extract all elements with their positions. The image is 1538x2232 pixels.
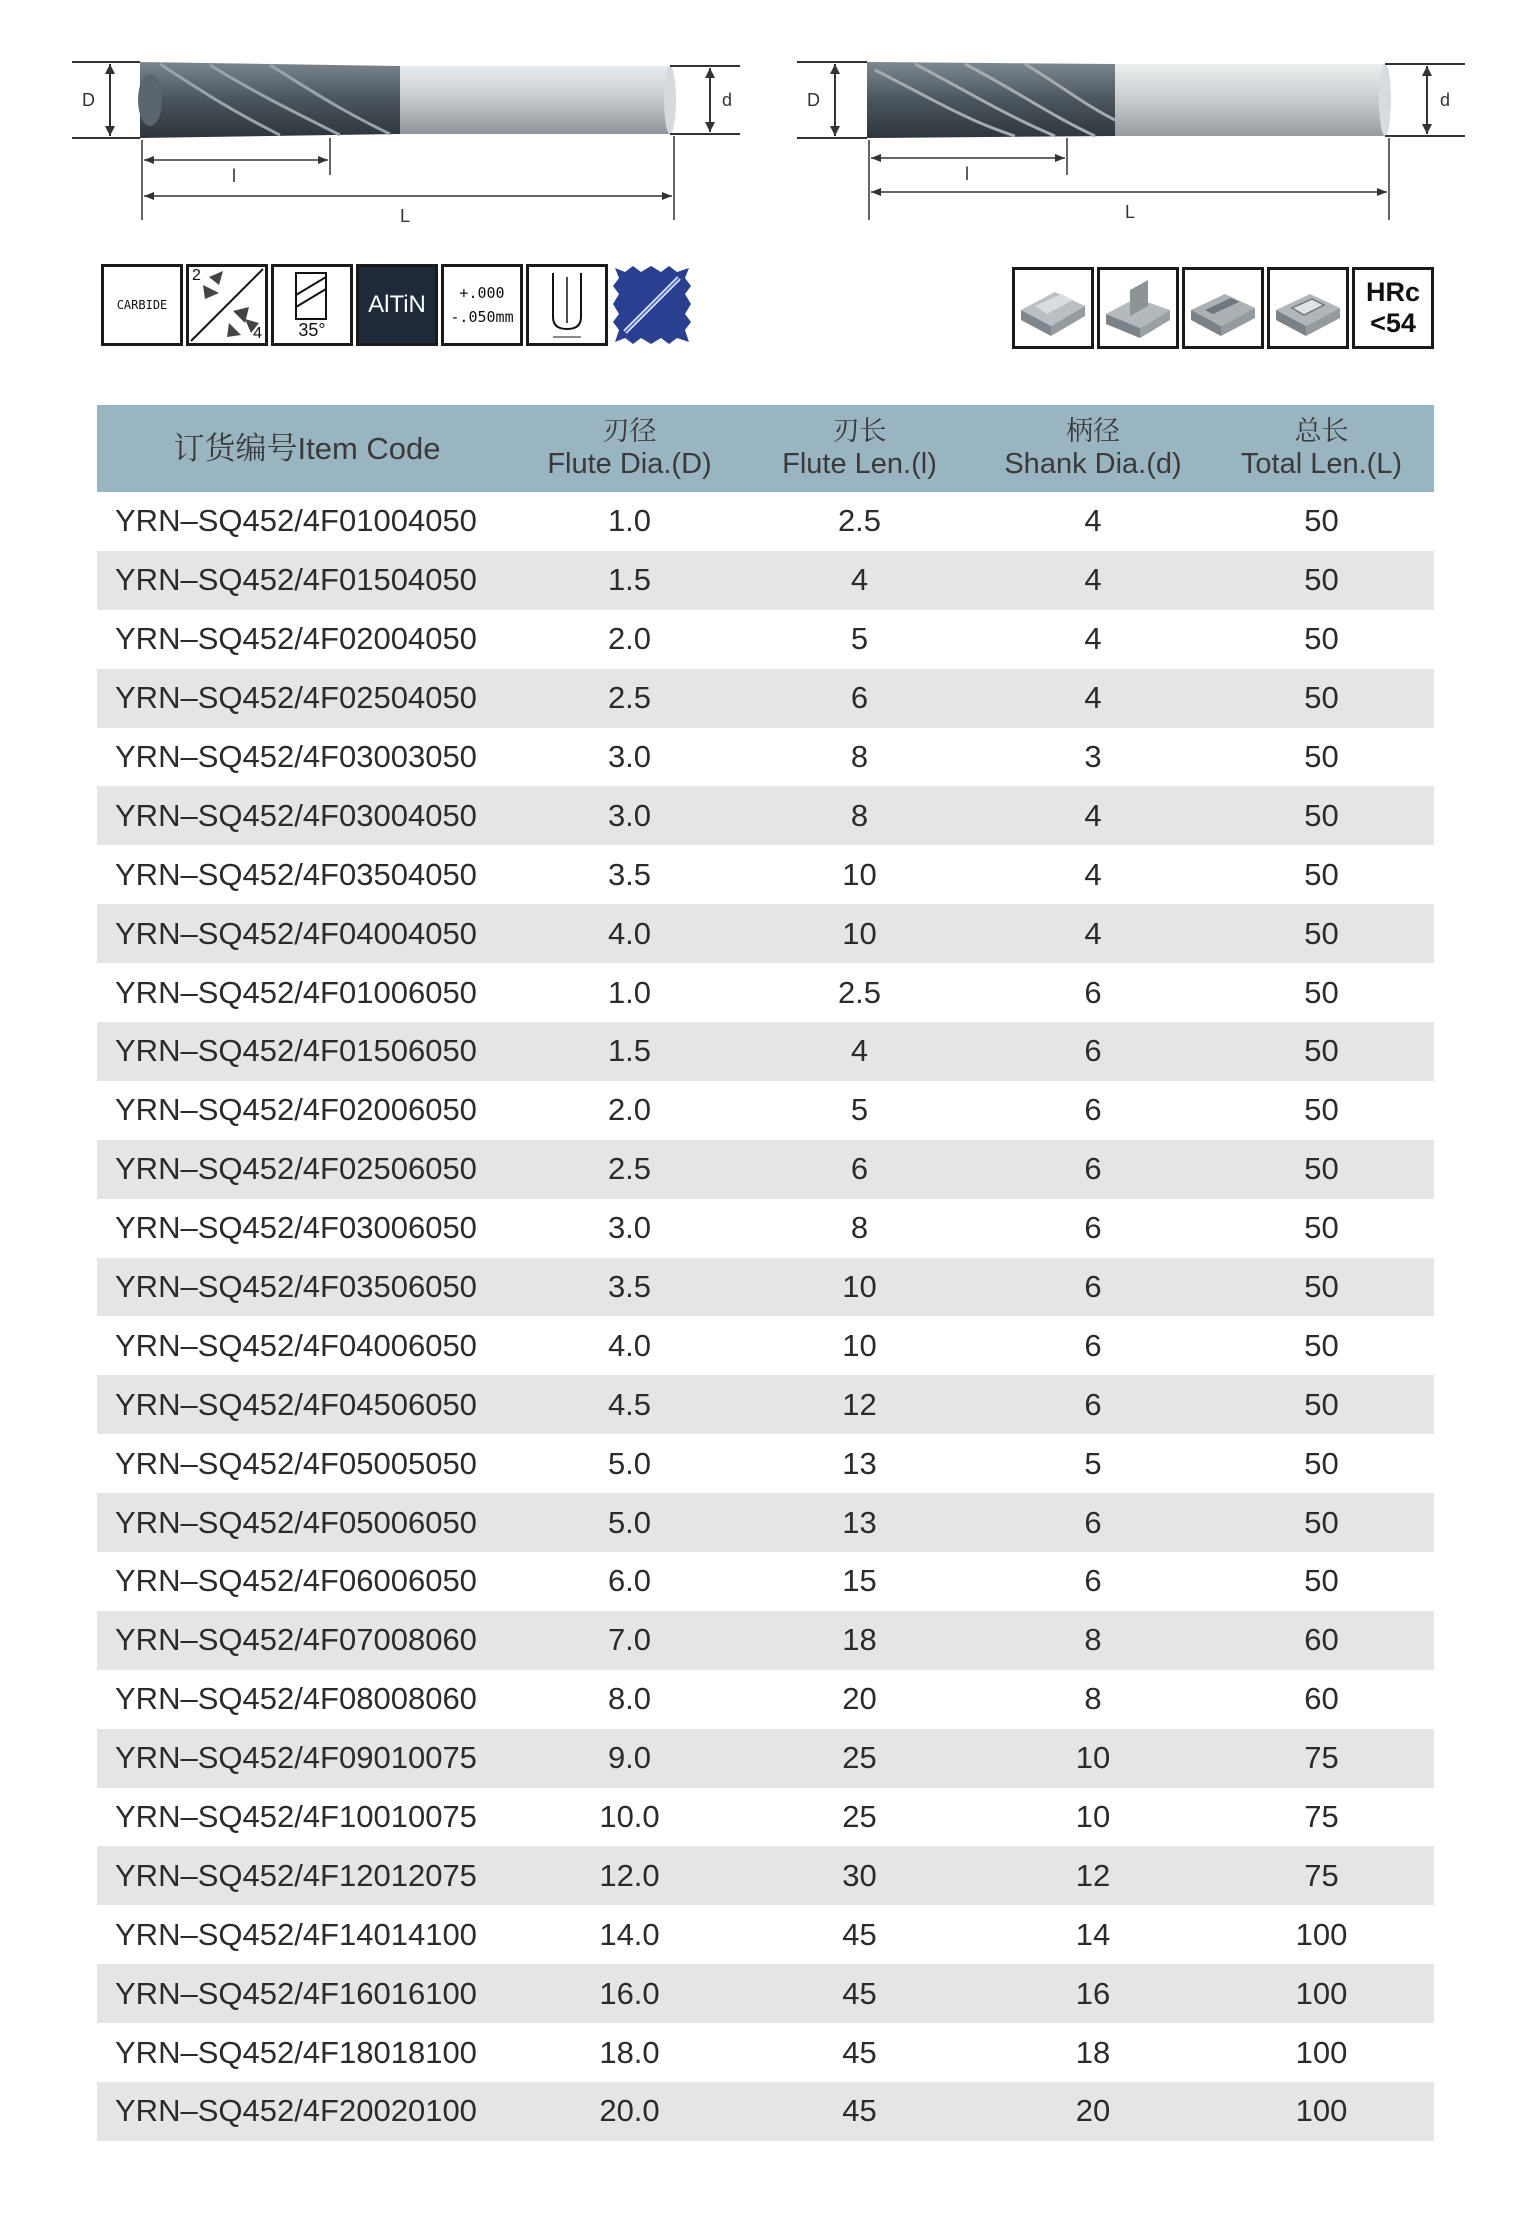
cell-total-len: 75 [1304,1740,1339,1776]
cell-item-code: YRN–SQ452/4F14014100 [115,1916,477,1952]
cell-flute-dia: 4.0 [607,1327,652,1363]
cell-item-code: YRN–SQ452/4F05006050 [115,1504,477,1540]
dimension-l-label: l [965,164,969,184]
cell-total-len: 50 [1304,621,1339,657]
cell-item-code: YRN–SQ452/4F06006050 [115,1563,477,1599]
cell-shank-dia: 4 [1084,621,1102,657]
cell-item-code: YRN–SQ452/4F02006050 [115,1092,477,1128]
dimension-L-label: L [1125,202,1136,222]
cell-item-code: YRN–SQ452/4F02504050 [115,680,477,716]
cell-total-len: 50 [1304,1445,1339,1481]
table-row [97,1493,1434,1552]
cell-flute-dia: 1.5 [607,1033,652,1069]
cell-item-code: YRN–SQ452/4F18018100 [115,2034,477,2070]
header-flute-len: 刃长 Flute Len.(l) [782,415,937,481]
cell-flute-dia: 1.0 [607,974,652,1010]
table-row [97,1729,1434,1788]
cell-total-len: 50 [1304,739,1339,774]
cell-total-len: 60 [1304,1622,1339,1658]
cell-flute-dia: 6.0 [607,1563,652,1599]
dimension-d-label: d [1440,90,1451,110]
cell-item-code: YRN–SQ452/4F01006050 [115,974,477,1010]
endmill-drawing-right [795,50,1475,230]
table-row [97,1611,1434,1670]
table-header-row [97,405,1434,492]
cell-shank-dia: 20 [1075,2093,1111,2129]
tolerance-icon: +.000 -.050mm [441,264,523,346]
dimension-l-label: l [232,166,236,186]
table-row [97,1258,1434,1317]
table-row [97,1670,1434,1729]
cell-shank-dia: 6 [1084,1327,1102,1363]
cell-item-code: YRN–SQ452/4F03006050 [115,1210,477,1246]
cell-flute-len: 10 [842,1327,877,1363]
cell-flute-len: 8 [850,797,869,833]
cell-total-len: 50 [1304,1033,1339,1069]
table-row [97,1199,1434,1258]
cell-shank-dia: 6 [1084,1563,1102,1599]
cell-total-len: 50 [1304,1092,1339,1128]
dimension-d-label: d [722,90,733,110]
cell-flute-dia: 4.5 [607,1386,652,1422]
cell-flute-len: 18 [842,1622,877,1658]
header-flute-dia: 刃径 Flute Dia.(D) [547,415,712,481]
cell-flute-len: 5 [850,1092,869,1128]
cell-shank-dia: 3 [1084,739,1102,774]
header-total-len: 总长 Total Len.(L) [1240,415,1403,481]
cell-flute-dia: 3.5 [607,856,652,892]
cell-item-code: YRN–SQ452/4F03003050 [115,739,477,774]
cell-total-len: 50 [1304,1151,1339,1187]
cell-flute-dia: 2.5 [607,1151,652,1187]
cell-item-code: YRN–SQ452/4F05005050 [115,1445,477,1481]
cell-flute-len: 10 [842,915,877,951]
cell-flute-len: 6 [850,1151,869,1187]
cell-shank-dia: 4 [1084,680,1102,716]
table-row [97,1846,1434,1905]
cell-shank-dia: 14 [1075,1916,1111,1952]
cell-flute-len: 25 [842,1740,877,1776]
cell-shank-dia: 6 [1084,1504,1102,1540]
cell-shank-dia: 12 [1075,1857,1111,1893]
cell-total-len: 50 [1304,915,1339,951]
cell-item-code: YRN–SQ452/4F04004050 [115,915,477,951]
table-row [97,1022,1434,1081]
table-row [97,1788,1434,1847]
cell-flute-len: 15 [842,1563,877,1599]
cell-total-len: 50 [1304,1269,1339,1305]
cell-total-len: 50 [1304,974,1339,1010]
cell-flute-len: 30 [842,1857,877,1893]
cell-flute-dia: 3.0 [607,797,652,833]
cell-item-code: YRN–SQ452/4F08008060 [115,1681,477,1717]
cell-flute-len: 8 [850,739,869,774]
cell-flute-len: 25 [842,1799,877,1835]
cell-item-code: YRN–SQ452/4F04506050 [115,1386,477,1422]
cell-total-len: 100 [1295,2093,1348,2129]
cell-flute-dia: 18.0 [599,2034,660,2070]
step-block-icon [1097,267,1179,349]
cell-item-code: YRN–SQ452/4F02506050 [115,1151,477,1187]
cell-flute-dia: 1.5 [607,562,652,598]
cell-flute-dia: 7.0 [607,1622,652,1658]
cell-item-code: YRN–SQ452/4F03004050 [115,797,477,833]
cell-shank-dia: 6 [1084,1386,1102,1422]
cell-flute-len: 13 [842,1445,877,1481]
dimension-L-label: L [400,206,411,226]
feature-icons [101,264,693,346]
header-item-code: 订货编号Item Code [173,430,441,466]
endmill-drawing-left [70,50,750,230]
table-row [97,904,1434,963]
cell-total-len: 50 [1304,562,1339,598]
table-row [97,1964,1434,2023]
cell-shank-dia: 10 [1075,1740,1111,1776]
table-row [97,492,1434,551]
cell-flute-len: 8 [850,1210,869,1246]
cell-flute-len: 2.5 [837,503,882,539]
cell-item-code: YRN–SQ452/4F03506050 [115,1269,477,1305]
cell-flute-dia: 5.0 [607,1445,652,1481]
cell-shank-dia: 4 [1084,562,1102,598]
steel-block-icon [1012,267,1094,349]
carbide-icon: CARBIDE [101,264,183,346]
cell-shank-dia: 6 [1084,1033,1102,1069]
table-row [97,551,1434,610]
tool-diagram-left [70,50,750,230]
cell-item-code: YRN–SQ452/4F02004050 [115,621,477,657]
table-row [97,2082,1434,2141]
cell-total-len: 60 [1304,1681,1339,1717]
material-icons [1012,267,1434,349]
cell-total-len: 50 [1304,856,1339,892]
cell-total-len: 100 [1295,1975,1348,2011]
fine-grain-icon [611,264,693,346]
header-shank-dia: 柄径 Shank Dia.(d) [1004,415,1182,481]
cell-item-code: YRN–SQ452/4F01506050 [115,1033,477,1069]
table-row [97,1905,1434,1964]
cell-shank-dia: 6 [1084,1092,1102,1128]
cell-flute-len: 4 [850,1033,869,1069]
cell-shank-dia: 6 [1084,1151,1102,1187]
cell-flute-dia: 3.0 [607,739,652,774]
cell-shank-dia: 16 [1075,1975,1111,2011]
cell-flute-dia: 3.0 [607,1210,652,1246]
cell-flute-len: 6 [850,680,869,716]
product-table [97,405,1434,2141]
table-row [97,610,1434,669]
cell-flute-len: 45 [842,2034,877,2070]
cell-shank-dia: 4 [1084,915,1102,951]
table-row [97,1140,1434,1199]
cell-flute-dia: 5.0 [607,1504,652,1540]
cell-item-code: YRN–SQ452/4F01504050 [115,562,477,598]
cell-item-code: YRN–SQ452/4F12012075 [115,1857,477,1893]
cell-flute-dia: 14.0 [599,1916,660,1952]
cell-total-len: 50 [1304,1563,1339,1599]
cell-item-code: YRN–SQ452/4F04006050 [115,1327,477,1363]
cell-flute-dia: 20.0 [599,2093,660,2129]
cell-shank-dia: 8 [1084,1622,1102,1658]
cell-flute-dia: 2.0 [607,1092,652,1128]
cell-shank-dia: 4 [1084,503,1102,539]
slot-block-icon [1182,267,1264,349]
cell-item-code: YRN–SQ452/4F10010075 [115,1799,477,1835]
table-row [97,963,1434,1022]
cell-flute-len: 5 [850,621,869,657]
cell-total-len: 50 [1304,1386,1339,1422]
cell-flute-dia: 4.0 [607,915,652,951]
cell-total-len: 50 [1304,1327,1339,1363]
cell-shank-dia: 10 [1075,1799,1111,1835]
cell-flute-len: 10 [842,856,877,892]
cell-flute-dia: 16.0 [599,1975,660,2011]
table-row [97,786,1434,845]
cell-flute-len: 4 [850,562,869,598]
table-row [97,1081,1434,1140]
square-end-icon [526,264,608,346]
cell-flute-len: 45 [842,1975,877,2011]
cell-item-code: YRN–SQ452/4F03504050 [115,856,477,892]
altin-coating-icon: AlTiN [356,264,438,346]
cell-shank-dia: 4 [1084,856,1102,892]
table-row [97,2023,1434,2082]
cell-total-len: 50 [1304,680,1339,716]
cell-shank-dia: 6 [1084,974,1102,1010]
table-row [97,1552,1434,1611]
cell-item-code: YRN–SQ452/4F16016100 [115,1975,477,2011]
cell-total-len: 75 [1304,1799,1339,1835]
cell-flute-dia: 2.0 [607,621,652,657]
cell-shank-dia: 5 [1084,1445,1102,1481]
cell-item-code: YRN–SQ452/4F01004050 [115,503,477,539]
dimension-D-label: D [82,90,95,110]
table-row [97,1434,1434,1493]
cell-flute-len: 12 [842,1386,877,1422]
dimension-D-label: D [807,90,820,110]
pocket-block-icon [1267,267,1349,349]
table-row [97,845,1434,904]
cell-item-code: YRN–SQ452/4F20020100 [115,2093,477,2129]
cell-total-len: 50 [1304,1210,1339,1246]
cell-flute-dia: 10.0 [599,1799,660,1835]
cell-flute-dia: 8.0 [607,1681,652,1717]
cell-shank-dia: 18 [1075,2034,1111,2070]
table-body [97,492,1434,2141]
flute-count-icon: 2 4 [186,264,268,346]
cell-total-len: 50 [1304,797,1339,833]
table-row [97,1316,1434,1375]
cell-flute-len: 45 [842,1916,877,1952]
cell-shank-dia: 6 [1084,1269,1102,1305]
cell-flute-dia: 1.0 [607,503,652,539]
helix-angle-icon: 35° [271,264,353,346]
hardness-icon: HRc <54 [1352,267,1434,349]
spec-table [97,405,1434,2141]
cell-flute-dia: 2.5 [607,680,652,716]
cell-shank-dia: 6 [1084,1210,1102,1246]
cell-total-len: 100 [1295,1916,1348,1952]
cell-total-len: 75 [1304,1857,1339,1893]
cell-flute-len: 13 [842,1504,877,1540]
cell-flute-dia: 3.5 [607,1269,652,1305]
cell-flute-len: 45 [842,2093,877,2129]
cell-item-code: YRN–SQ452/4F09010075 [115,1740,477,1776]
cell-flute-len: 20 [842,1681,877,1717]
cell-flute-len: 2.5 [837,974,882,1010]
table-row [97,728,1434,787]
cell-total-len: 50 [1304,503,1339,539]
cell-total-len: 100 [1295,2034,1348,2070]
table-row [97,669,1434,728]
cell-shank-dia: 4 [1084,797,1102,833]
cell-flute-len: 10 [842,1269,877,1305]
cell-shank-dia: 8 [1084,1681,1102,1717]
table-row [97,1375,1434,1434]
cell-item-code: YRN–SQ452/4F07008060 [115,1622,477,1658]
cell-total-len: 50 [1304,1504,1339,1540]
tool-diagram-right [795,50,1475,230]
cell-flute-dia: 12.0 [599,1857,660,1893]
cell-flute-dia: 9.0 [607,1740,652,1776]
